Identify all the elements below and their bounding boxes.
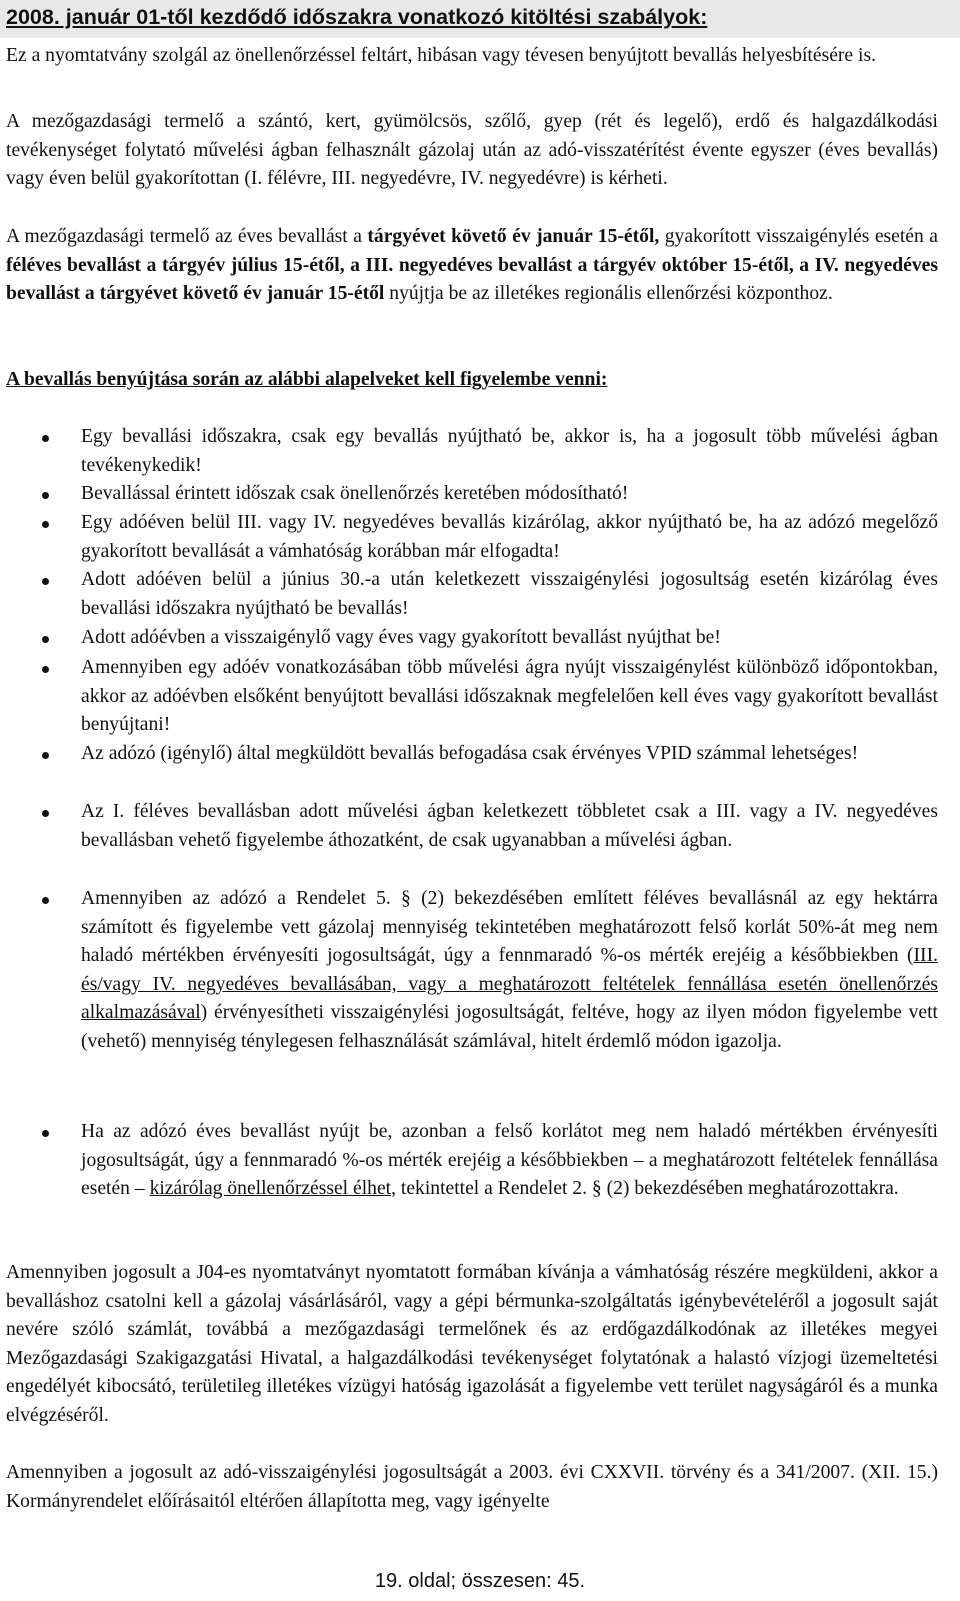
text-segment: féléves bevallást a tárgyév július 15-étől, a III. negyedéves bevallást a tárgyév október 15-étől, a IV. negyedéves bevallást a tárgyévet követő év január 15-étől <box>6 254 938 305</box>
principles-heading: A bevallás benyújtása során az alábbi alapelveket kell figyelembe venni: <box>6 369 608 390</box>
bullet-item <box>6 1118 938 1204</box>
text-segment: Amennyiben egy adóév vonatkozásában több művelési ágra nyújt visszaigénylést különböző időpontokban, akkor az adóévben elsőként benyújtott bevallási időszaknak megfelelően kell éves vagy gyakorított bevallást benyújtani! <box>81 657 938 736</box>
bullet-text <box>81 798 938 855</box>
text-segment: , tekintettel a Rendelet 2. § (2) bekezdésében meghatározottakra. <box>391 1178 899 1200</box>
text-segment: Ha az adózó éves bevallást nyújt be, azonban a felső korlátot meg nem haladó mértékben érvényesíti jogosultságát, úgy a fennmaradó %-os mérték erejéig a későbbiekben – a meghatározott feltételek fennállása esetén – <box>81 1121 938 1200</box>
text-segment: Az I. féléves bevallásban adott művelési ágban keletkezett többletet csak a III. vagy a IV. negyedéves bevallásban vehető figyelembe áthozatként, de csak ugyanabban a művelési ágban. <box>81 801 938 851</box>
bullet-item <box>6 480 938 509</box>
bullet-text <box>81 654 938 740</box>
closing-paragraph-1: Amennyiben jogosult a J04-es nyomtatványt nyomtatott formában kívánja a vámhatóság részére megküldeni, akkor a bevalláshoz csatolni kell a gázolaj vásárlásáról, vagy a gépi bérmunka-szolgáltatás igénybevételéről a jogosult saját nevére szóló számlát, továbbá a mezőgazdasági termelőnek és az erdőgazdálkodónak az illetékes megyei Mezőgazdasági Szakigazgatási Hivatal, a halgazdálkodási tevékenységet folytatónak a halastó vízjogi üzemeltetési engedélyét kibocsátó, területileg illetékes vízügyi hatóság igazolását a figyelembe vett terület nagyságáról és a munka elvégzéséről. <box>6 1262 938 1426</box>
bullet-item <box>6 566 938 623</box>
bullet-icon <box>42 578 49 585</box>
text-segment: Amennyiben az adózó a Rendelet 5. § (2) bekezdésében említett féléves bevallásnál az egy hektárra számított és figyelembe vett gázolaj mennyiség tekintetében meghatározott felső korlát 50%-át meg nem haladó mértékben érvényesíti jogosultságát, úgy a fennmaradó %-os mérték erejéig a későbbiekben ( <box>81 888 938 967</box>
bullet-text <box>81 480 938 509</box>
text-segment: Egy bevallási időszakra, csak egy bevallás nyújtható be, akkor is, ha a jogosult több művelési ágban tevékenykedik! <box>81 426 938 476</box>
text-segment: Bevallással érintett időszak csak önellenőrzés keretében módosítható! <box>81 483 629 504</box>
bullet-item <box>6 798 938 855</box>
text-segment: A mezőgazdasági termelő az éves bevallást a <box>6 226 368 247</box>
text-segment: Egy adóéven belül III. vagy IV. negyedéves bevallás kizárólag, akkor nyújtható be, ha az adózó megelőző gyakorított bevallását a vámhatóság korábban már elfogadta! <box>81 512 938 562</box>
text-segment: nyújtja be az illetékes regionális ellenőrzési központhoz. <box>384 283 833 305</box>
section-heading <box>6 366 938 395</box>
bullet-icon <box>42 1130 49 1137</box>
closing-paragraph-2: Amennyiben a jogosult az adó-visszaigénylési jogosultságát a 2003. évi CXXVII. törvény és a 341/2007. (XII. 15.) Kormányrendelet előírásaitól eltérően állapította meg, vagy igényelte <box>6 1462 938 1512</box>
bullet-icon <box>42 435 49 442</box>
page-title: 2008. január 01-től kezdődő időszakra vonatkozó kitöltési szabályok: <box>6 5 708 29</box>
text-segment: ) érvényesítheti visszaigénylési jogosultságát, feltéve, hogy az ilyen módon figyelembe vett (vehető) mennyiség ténylegesen felhasználását számlával, hitelt érdemlő módon igazolja. <box>81 1002 938 1052</box>
bullet-icon <box>42 492 49 499</box>
bullet-item <box>6 885 938 1057</box>
bullet-text <box>81 566 938 623</box>
text-segment: gyakorított visszaigénylés esetén a <box>659 226 938 247</box>
bullet-text <box>81 1118 938 1204</box>
intro-paragraph-2: A mezőgazdasági termelő a szántó, kert, gyümölcsös, szőlő, gyep (rét és legelő), erdő és halgazdálkodási tevékenységet folytató művelési ágban felhasznált gázolaj után az adó-visszatérítést évente egyszer (éves bevallás) vagy éven belül gyakorítottan (I. félévre, III. negyedévre, IV. negyedévre) is kérheti. <box>6 111 938 190</box>
text-segment: kizárólag önellenőrzéssel élhet <box>149 1178 392 1200</box>
text-segment: Adott adóévben a visszaigénylő vagy éves vagy gyakorított bevallást nyújthat be! <box>81 627 721 648</box>
intro-paragraph-3 <box>6 223 938 309</box>
intro-paragraph-1: Ez a nyomtatvány szolgál az önellenőrzéssel feltárt, hibásan vagy tévesen benyújtott bevallás helyesbítésére is. <box>6 45 876 66</box>
bullet-text <box>81 423 938 480</box>
text-segment: Az adózó (igénylő) által megküldött bevallás befogadása csak érvényes VPID számmal lehetséges! <box>81 743 859 764</box>
text-segment: III. és/vagy IV. negyedéves bevallásában, vagy a meghatározott feltételek fennállása esetén önellenőrzés alkalmazásával <box>81 945 938 1024</box>
bullet-item <box>6 509 938 566</box>
bullet-icon <box>42 897 49 904</box>
page-footer: 19. oldal; összesen: 45. <box>374 1570 586 1592</box>
bullet-icon <box>42 810 49 817</box>
bullet-text <box>81 509 938 566</box>
text-segment: tárgyévet követő év január 15-étől, <box>367 226 660 247</box>
bullet-icon <box>42 752 49 759</box>
bullet-text <box>81 624 938 653</box>
bullet-text <box>81 885 938 1057</box>
text-segment: Adott adóéven belül a június 30.-a után keletkezett visszaigénylési jogosultság esetén kizárólag éves bevallási időszakra nyújtható be bevallás! <box>81 569 938 619</box>
bullet-icon <box>42 521 49 528</box>
bullet-text <box>81 740 938 769</box>
bullet-item <box>6 740 938 769</box>
bullet-item <box>6 654 938 740</box>
bullet-icon <box>42 666 49 673</box>
bullet-item <box>6 423 938 480</box>
bullet-icon <box>42 636 49 643</box>
bullet-item <box>6 624 938 653</box>
